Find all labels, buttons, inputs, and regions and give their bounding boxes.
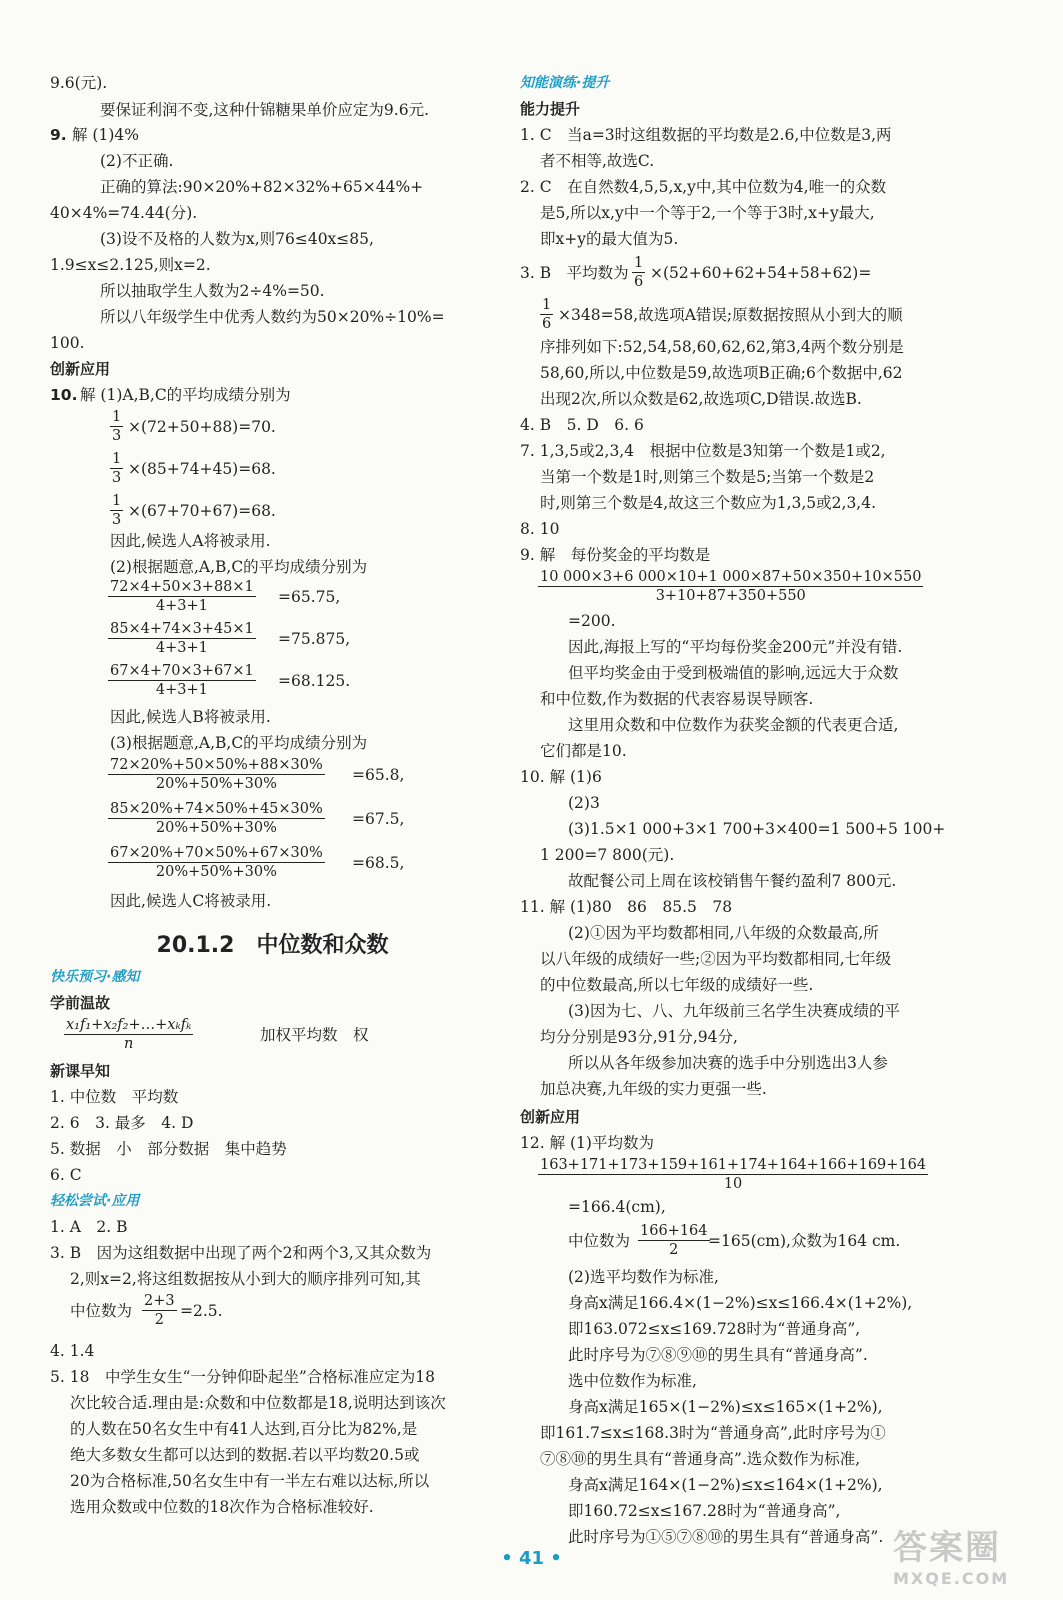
text-line: (2)根据题意,A,B,C的平均成绩分别为 <box>110 558 368 576</box>
fraction: $\frac{85\times 20\%+74\times 50\%+45\times 30\%}{20\%+50\%+30\%}$ <box>110 801 323 836</box>
text-line: (2)①因为平均数都相同,八年级的众数最高,所 <box>568 924 879 942</box>
text-line: 即163.072≤x≤169.728时为“普通身高”, <box>568 1320 861 1338</box>
text-line: =68.5, <box>352 854 405 872</box>
text-line: =65.8, <box>352 766 405 784</box>
text-line: 当第一个数是1时,则第三个数是5;当第一个数是2 <box>540 468 875 486</box>
section-heading: 能力提升 <box>520 100 581 118</box>
text-line: 和中位数,作为数据的代表容易误导顾客. <box>540 690 814 708</box>
text-line: 解 (1)4% <box>72 126 139 144</box>
text-line: 均分分别是93分,91分,94分, <box>540 1028 738 1046</box>
text-line: 序排列如下:52,54,58,60,62,62,第3,4两个数分别是 <box>540 338 904 356</box>
fraction: $\frac{72\times 4+50\times 3+88\times 1}{4+3+1}$ <box>110 579 254 614</box>
text-line: 身高x满足165×(1−2%)≤x≤165×(1+2%), <box>568 1398 883 1416</box>
text-line: 3. B 平均数为 <box>520 264 629 282</box>
question-number: 9. <box>50 126 67 144</box>
text-line: 9. 解 每份奖金的平均数是 <box>520 546 711 564</box>
text-line: 2. 6 3. 最多 4. D <box>50 1114 194 1132</box>
text-line: 时,则第三个数是4,故这三个数应为1,3,5或2,3,4. <box>540 494 877 512</box>
text-line: 者不相等,故选C. <box>540 152 655 170</box>
fraction: $\frac{67\times 20\%+70\times 50\%+67\times 30\%}{20\%+50\%+30\%}$ <box>110 845 323 880</box>
text-line: 3. B 因为这组数据中出现了两个2和两个3,又其众数为 <box>50 1244 432 1262</box>
text-line: (2)选平均数作为标准, <box>568 1268 719 1286</box>
text-line: 所以抽取学生人数为2÷4%=50. <box>100 282 325 300</box>
text-line: =200. <box>568 612 616 630</box>
fraction: $\frac{166+164}{2}$ <box>640 1223 708 1258</box>
text-line: =65.75, <box>278 588 341 606</box>
text-line: 4. B 5. D 6. 6 <box>520 416 644 434</box>
text-line: 加权平均数 权 <box>260 1026 369 1044</box>
text-line: 以八年级的成绩好一些;②因为平均数都相同,七年级 <box>540 950 892 968</box>
text-line: 即161.7≤x≤168.3时为“普通身高”,此时序号为① <box>540 1424 886 1442</box>
text-line: 58,60,所以,中位数是59,故选项B正确;6个数据中,62 <box>540 364 903 382</box>
text-line: 8. 10 <box>520 520 560 538</box>
text-line: 5. 18 中学生女生“一分钟仰卧起坐”合格标准应定为18 <box>50 1368 436 1386</box>
fraction: $\frac{85\times 4+74\times 3+45\times 1}{4+3+1}$ <box>110 621 254 656</box>
question-number: 10. <box>50 386 78 404</box>
text-line: 10. 解 (1)6 <box>520 768 602 786</box>
text-line: 1 200=7 800(元). <box>540 846 675 864</box>
watermark-logo <box>893 1520 1043 1592</box>
text-line: 选用众数或中位数的18次作为合格标准较好. <box>70 1498 374 1516</box>
fraction: $\frac{1}{6}$ <box>542 297 552 332</box>
section-heading: 新课早知 <box>50 1062 111 1080</box>
text-line: 要保证利润不变,这种什锦糖果单价应定为9.6元. <box>100 101 430 119</box>
fraction: $\frac{1}{3}$ <box>112 493 122 528</box>
text-line: =68.125. <box>278 672 351 690</box>
text-line: 因此,候选人B将被录用. <box>110 708 271 726</box>
text-line: =67.5, <box>352 810 405 828</box>
section-tag: 轻松尝试·应用 <box>50 1193 140 1209</box>
watermark-text: 答案圈 <box>893 1528 1001 1568</box>
text-line: 1. A 2. B <box>50 1218 128 1236</box>
text-line: 中位数为 <box>568 1232 631 1250</box>
fraction: $\frac{163+171+173+159+161+174+164+166+169+164}{10}$ <box>540 1157 927 1192</box>
text-line: 20为合格标准,50名女生中有一半左右难以达标,所以 <box>70 1472 430 1490</box>
text-line: (2)不正确. <box>100 152 174 170</box>
text-line: 它们都是10. <box>540 742 627 760</box>
text-line: (3)根据题意,A,B,C的平均成绩分别为 <box>110 734 368 752</box>
text-line: 中位数为 <box>70 1302 133 1320</box>
text-line: 故配餐公司上周在该校销售午餐约盈利7 800元. <box>568 872 897 890</box>
text-line: 因此,海报上写的“平均每份奖金200元”并没有错. <box>568 638 903 656</box>
text-line: 11. 解 (1)80 86 85.5 78 <box>520 898 733 916</box>
text-line: ×(72+50+88)=70. <box>128 418 276 436</box>
text-line: 1. 中位数 平均数 <box>50 1088 179 1106</box>
text-line: 5. 数据 小 部分数据 集中趋势 <box>50 1140 287 1158</box>
text-line: ×348=58,故选项A错误;原数据按照从小到大的顺 <box>558 306 903 324</box>
text-line: =75.875, <box>278 630 351 648</box>
section-title: 20.1.2 中位数和众数 <box>156 933 389 958</box>
fraction: $\frac{67\times 4+70\times 3+67\times 1}{4+3+1}$ <box>110 663 254 698</box>
text-line: 的人数在50名女生中有41人达到,百分比为82%,是 <box>70 1420 418 1438</box>
text-line: 所以从各年级参加决赛的选手中分别选出3人参 <box>568 1054 888 1072</box>
text-line: 此时序号为①⑤⑦⑧⑩的男生具有“普通身高”. <box>568 1528 884 1546</box>
text-line: 所以八年级学生中优秀人数约为50×20%÷10%= <box>100 308 445 326</box>
text-line: 此时序号为⑦⑧⑨⑩的男生具有“普通身高”. <box>568 1346 868 1364</box>
text-line: 但平均奖金由于受到极端值的影响,远远大于众数 <box>568 664 899 682</box>
text-line: 因此,候选人C将被录用. <box>110 892 272 910</box>
text-line: 因此,候选人A将被录用. <box>110 532 271 550</box>
text-line: 2. C 在自然数4,5,5,x,y中,其中位数为4,唯一的众数 <box>520 178 887 196</box>
fraction: $\frac{2+3}{2}$ <box>144 1293 175 1328</box>
text-line: 次比较合适.理由是:众数和中位数都是18,说明达到该次 <box>70 1394 446 1412</box>
text-line: 选中位数作为标准, <box>568 1372 697 1390</box>
text-line: 绝大多数女生都可以达到的数据.若以平均数20.5或 <box>70 1446 420 1464</box>
section-heading: 学前温故 <box>50 994 111 1012</box>
text-line: =166.4(cm), <box>568 1198 666 1216</box>
text-line: 出现2次,所以众数是62,故选项C,D错误.故选B. <box>540 390 862 408</box>
fraction: $\frac{1}{3}$ <box>112 409 122 444</box>
section-tag: 知能演练·提升 <box>520 75 610 91</box>
text-line: 4. 1.4 <box>50 1342 95 1360</box>
text-line: 12. 解 (1)平均数为 <box>520 1134 654 1152</box>
text-line: 是5,所以x,y中一个等于2,一个等于3时,x+y最大, <box>540 204 875 222</box>
text-line: ⑦⑧⑩的男生具有“普通身高”.选众数作为标准, <box>540 1450 861 1468</box>
section-heading: 创新应用 <box>520 1108 581 1126</box>
fraction: $\frac{72\times 20\%+50\times 50\%+88\times 30\%}{20\%+50\%+30\%}$ <box>110 757 323 792</box>
text-line: =165(cm),众数为164 cm. <box>708 1232 901 1250</box>
text-line: 1. C 当a=3时这组数据的平均数是2.6,中位数是3,两 <box>520 126 892 144</box>
text-line: 40×4%=74.44(分). <box>50 204 198 222</box>
text-line: 的中位数最高,所以七年级的成绩好一些. <box>540 976 814 994</box>
text-line: ×(67+70+67)=68. <box>128 502 276 520</box>
text-line: 1.9≤x≤2.125,则x=2. <box>50 256 211 274</box>
text-line: =2.5. <box>180 1302 223 1320</box>
text-line: 即160.72≤x≤167.28时为“普通身高”, <box>568 1502 841 1520</box>
text-line: 9.6(元). <box>50 74 108 92</box>
fraction: $\frac{10 000\times 3+6 000\times 10+1 000\times 87+50\times 350+10\times 550}{3+10+87+350+550}$ <box>540 569 922 604</box>
text-line: 身高x满足164×(1−2%)≤x≤164×(1+2%), <box>568 1476 883 1494</box>
text-line: (3)1.5×1 000+3×1 700+3×400=1 500+5 100+ <box>568 820 946 838</box>
text-line: 正确的算法:90×20%+82×32%+65×44%+ <box>100 178 424 196</box>
text-line: (2)3 <box>568 794 600 812</box>
text-line: 加总决赛,九年级的实力更强一些. <box>540 1080 767 1098</box>
text-line: 即x+y的最大值为5. <box>540 230 679 248</box>
text-line: (3)设不及格的人数为x,则76≤40x≤85, <box>100 230 374 248</box>
page-number: • 41 • <box>501 1548 562 1569</box>
fraction: $\frac{1}{3}$ <box>112 451 122 486</box>
text-line: 这里用众数和中位数作为获奖金额的代表更合适, <box>568 716 899 734</box>
text-line: 6. C <box>50 1166 82 1184</box>
text-line: 身高x满足166.4×(1−2%)≤x≤166.4×(1+2%), <box>568 1294 913 1312</box>
fraction: $\frac{1}{6}$ <box>634 255 644 290</box>
section-heading: 创新应用 <box>50 360 111 378</box>
text-line: (3)因为七、八、九年级前三名学生决赛成绩的平 <box>568 1002 900 1020</box>
watermark-url: MXQE.COM <box>893 1569 1010 1588</box>
text-line: 解 (1)A,B,C的平均成绩分别为 <box>80 386 291 404</box>
text-line: ×(85+74+45)=68. <box>128 460 276 478</box>
text-line: 2,则x=2,将这组数据按从小到大的顺序排列可知,其 <box>70 1270 421 1288</box>
section-tag: 快乐预习·感知 <box>50 969 140 985</box>
fraction: x₁f₁+x₂f₂+…+xₖfₖ n <box>66 1017 192 1052</box>
text-line: ×(52+60+62+54+58+62)= <box>650 264 872 282</box>
text-line: 7. 1,3,5或2,3,4 根据中位数是3知第一个数是1或2, <box>520 442 886 460</box>
text-line: 100. <box>50 334 85 352</box>
